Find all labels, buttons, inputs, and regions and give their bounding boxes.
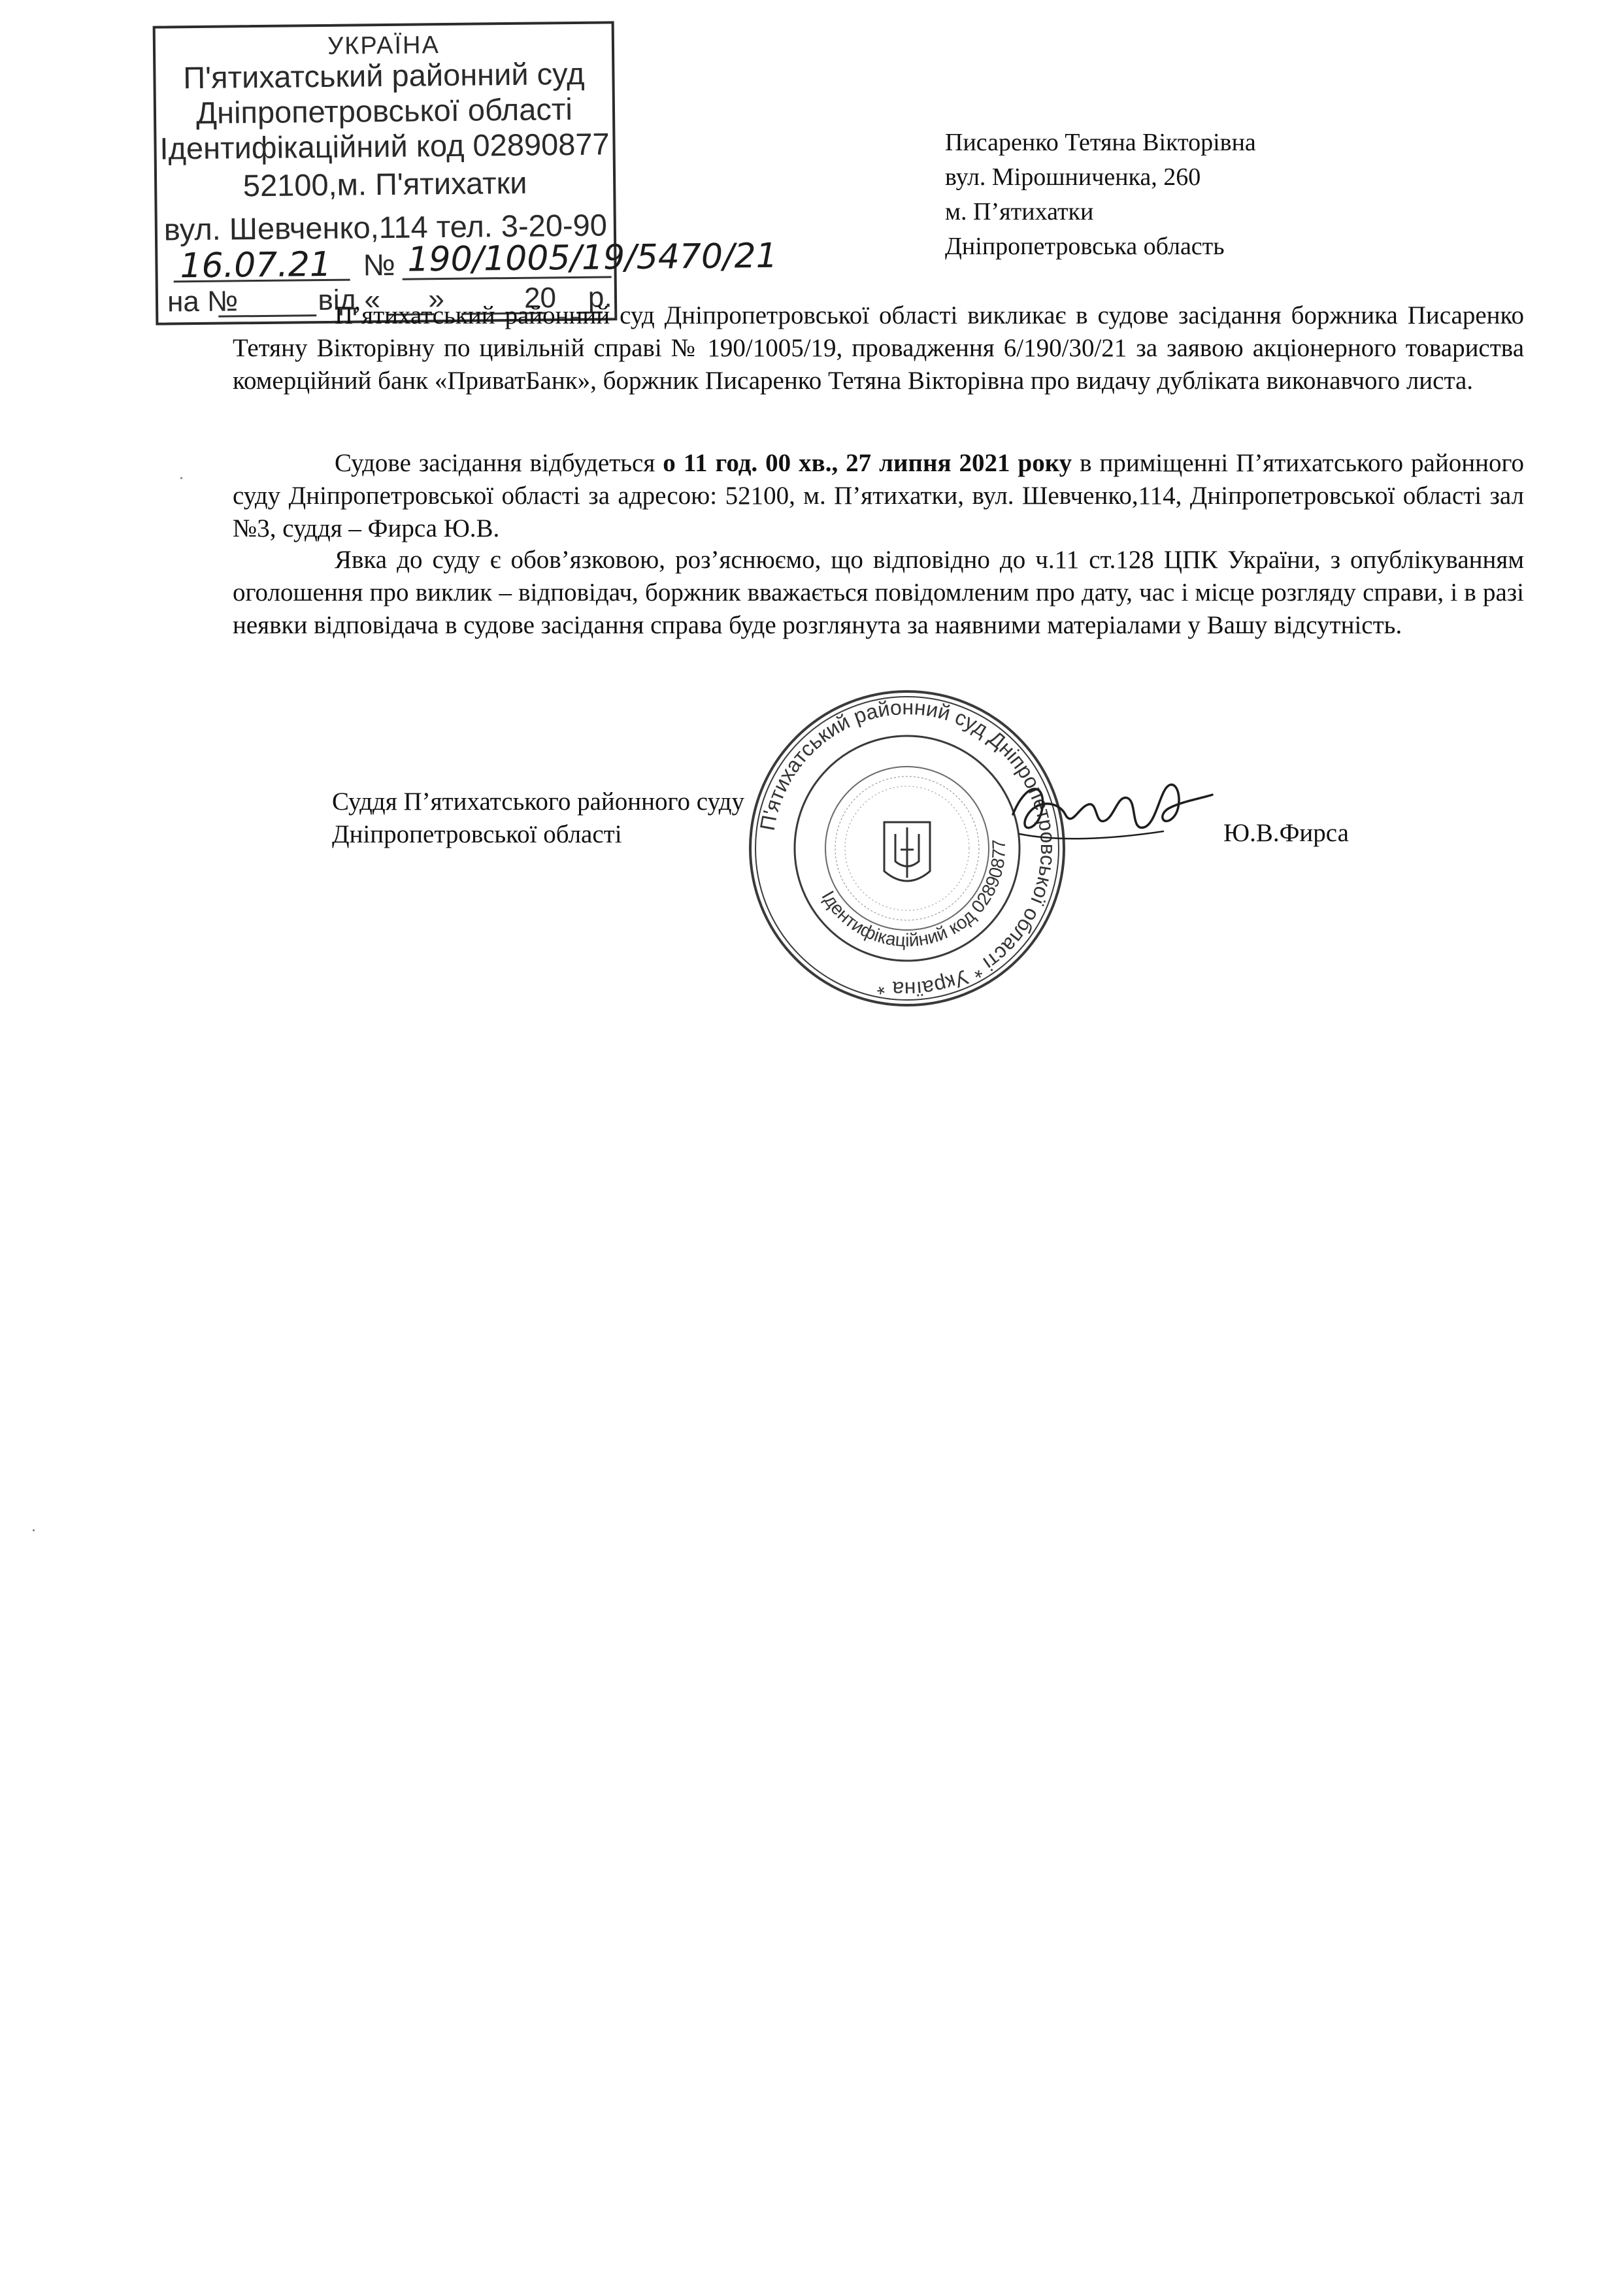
stamp-handwritten-date: 16.07.21 [180, 244, 332, 286]
hearing-location-text: в приміщенні П’ятихатського районного суду Дніпропетровської області за адресою: 52100, м. П’ятихатки, вул. Шевченко,114, Дніпропетровської області зал №3, суддя – Фирса Ю.В. [233, 449, 1524, 542]
scan-speck [180, 477, 182, 479]
summons-paragraph: П’ятихатський районний суд Дніпропетровської області викликає в судове засідання боржника Писаренко Тетяну Вікторівну по цивільній справі № 190/1005/19, провадження 6/190/30/21 за заявою акціонерного товариства комерційний банк «ПриватБанк», боржник Писаренко Тетяна Вікторівна про видачу дубліката виконавчого листа. [233, 301, 1524, 395]
hearing-intro-text: Судове засідання відбудеться [335, 449, 663, 477]
scan-speck [33, 1529, 35, 1531]
seal-inner-text: Ідентифікаційний код 02890877 [818, 839, 1010, 951]
recipient-street: вул. Мірошниченка, 260 [945, 163, 1201, 191]
stamp-region: Дніпропетровської області [195, 91, 573, 131]
signature-title-line-1: Суддя П’ятихатського районного суду [332, 788, 744, 816]
trident-emblem-icon [884, 822, 930, 881]
stamp-court-name: П'ятихатський районний суд [183, 56, 585, 95]
stamp-handwritten-number: 190/1005/19/5470/21 [407, 236, 778, 280]
recipient-city: м. П’ятихатки [945, 198, 1094, 225]
stamp-date-number-row [167, 236, 778, 286]
stamp-postal-city: 52100,м. П'ятихатки [242, 165, 527, 203]
judge-name: Ю.В.Фирса [1223, 819, 1349, 847]
judge-signature-icon [1006, 769, 1216, 854]
outgoing-registration-stamp [153, 21, 778, 325]
signature-title-block [332, 786, 744, 851]
recipient-region: Дніпропетровська область [945, 233, 1225, 260]
seal-outer-text: П'ятихатський районний суд Дніпропетровської області * Україна * [755, 695, 1061, 1002]
stamp-id-code: Ідентифікаційний код 02890877 [159, 126, 610, 166]
signature-title-line-2: Дніпропетровської області [332, 820, 622, 848]
recipient-address-block [945, 125, 1256, 264]
hearing-datetime: о 11 год. 00 хв., 27 липня 2021 року [663, 449, 1072, 477]
stamp-street-phone: вул. Шевченко,114 тел. 3-20-90 [163, 207, 608, 247]
recipient-name: Писаренко Тетяна Вікторівна [945, 129, 1256, 156]
attendance-notice-paragraph: Явка до суду є обов’язковою, роз’яснюємо, що відповідно до ч.11 ст.128 ЦПК України, з опублікуванням оголошення про виклик – відповідач, боржник вважається повідомленим про дату, час і місце розгляду справи, і в разі неявки відповідача в судове засідання справа буде розглянута за наявними матеріалами у Вашу відсутність. [233, 546, 1524, 639]
stamp-number-label: № [363, 247, 396, 282]
hearing-details-paragraph [233, 447, 1524, 545]
stamp-reference-line: на № від « » 20 р. [167, 281, 612, 318]
stamp-country: УКРАЇНА [327, 31, 440, 60]
